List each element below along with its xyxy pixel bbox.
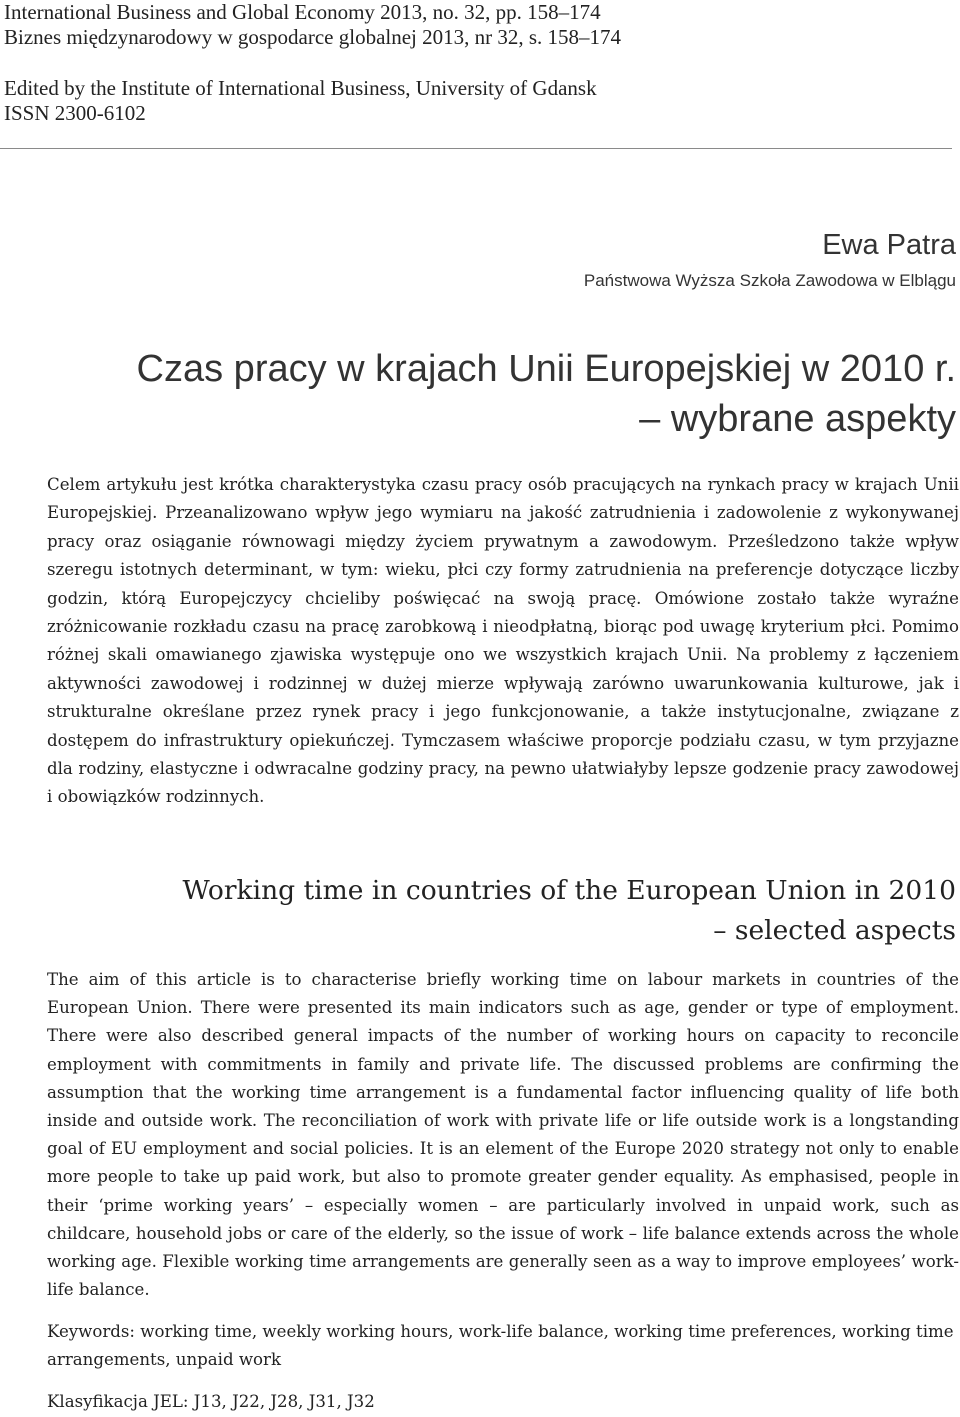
author-name: Ewa Patra [822, 229, 956, 261]
journal-citation-en: International Business and Global Economy 2013, no. 32, pp. 158–174 [4, 0, 601, 24]
journal-editor: Edited by the Institute of International Business, University of Gdansk [4, 76, 597, 100]
jel-classification: Klasyfikacja JEL: J13, J22, J28, J31, J32 [47, 1392, 375, 1411]
keywords: Keywords: working time, weekly working hours, work-life balance, working time preferences, working time arrangements, unpaid work [47, 1322, 954, 1369]
author-affiliation: Państwowa Wyższa Szkoła Zawodowa w Elblągu [583, 271, 956, 290]
title-polish-line-2: – wybrane aspekty [639, 398, 956, 440]
journal-header [4, 0, 944, 126]
title-english-line-2: – selected aspects [713, 915, 956, 946]
abstract-english: The aim of this article is to characterise briefly working time on labour markets in countries of the European Union. There were presented its main indicators such as age, gender or type of employment. There were also described general impacts of the number of working hours on capacity to reconcile employment with commitments in family and private life. The discussed problems are confirming the assumption that the working time arrangement is a fundamental factor influencing quality of life both inside and outside work. The reconciliation of work with private life or life outside work is a longstanding goal of EU employment and social policies. It is an element of the Europe 2020 strategy not only to enable more people to take up paid work, but also to promote greater gender equality. As emphasised, people in their ‘prime working years’ – especially women – are particularly involved in unpaid work, such as childcare, household jobs or care of the elderly, so the issue of work – life balance extends across the whole working age. Flexible working time arrangements are generally seen as a way to improve employees’ work-life balance. [47, 970, 959, 1300]
author-block [584, 225, 956, 295]
abstract-polish: Celem artykułu jest krótka charakterystyka czasu pracy osób pracujących na rynkach pracy w krajach Unii Europejskiej. Przeanalizowano wpływ jego wymiaru na jakość zatrudnienia i zadowolenie z wykonywanej pracy oraz osiąganie równowagi między życiem prywatnym a zawodowym. Prześledzono także wpływ szeregu istotnych determinant, w tym: wieku, płci czy formy zatrudnienia na preferencje dotyczące liczby godzin, którą Europejczycy chcieliby poświęcać na swoją pracę. Omówione zostało także wyraźne zróżnicowanie rozkładu czasu na pracę zarobkową i nieodpłatną, biorąc pod uwagę kryterium płci. Pomimo różnej skali omawianego zjawiska występuje ono we wszystkich krajach Unii. Na problemy z łączeniem aktywności zawodowej i rodzinnej w dużej mierze wpływają zarówno uwarunkowania kulturowe, jak i strukturalne określane przez rynek pracy i jego funkcjonowanie, a także instytucjonalne, związane z dostępem do infrastruktury opiekuńczej. Tymczasem właściwe proporcje podziału czasu, w tym przyjazne dla rodziny, elastyczne i odwracalne godziny pracy, na pewno ułatwiałyby lepsze godzenie pracy zawodowej i obowiązków rodzinnych. [47, 475, 959, 807]
title-english [182, 871, 956, 951]
header-divider [0, 148, 952, 149]
title-english-line-1: Working time in countries of the European Union in 2010 [182, 875, 956, 906]
title-polish-line-1: Czas pracy w krajach Unii Europejskiej w 2010 r. [136, 348, 956, 390]
journal-citation-pl: Biznes międzynarodowy w gospodarce globalnej 2013, nr 32, s. 158–174 [4, 25, 622, 49]
journal-issn: ISSN 2300-6102 [4, 101, 146, 125]
title-polish [137, 344, 956, 444]
